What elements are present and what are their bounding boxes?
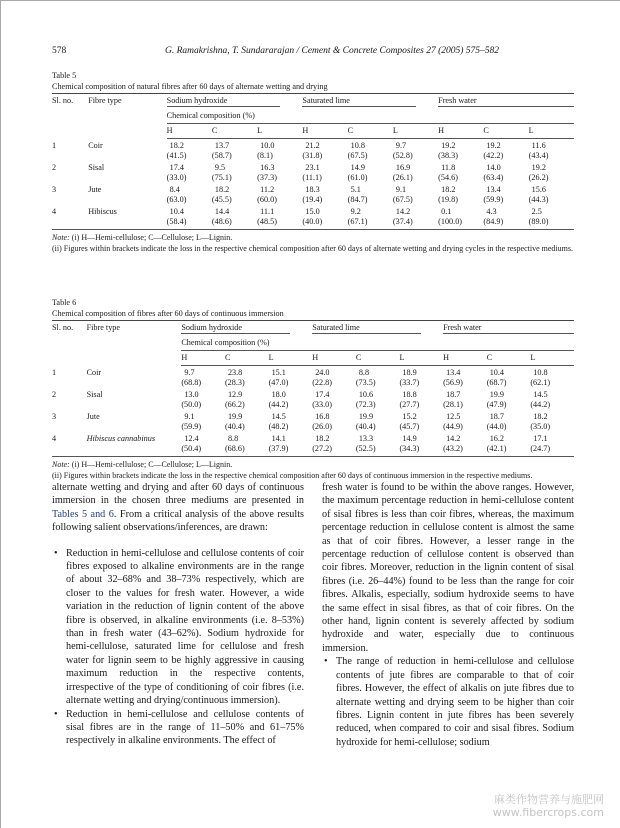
value-cell: 9.2	[350, 207, 361, 216]
loss-cell: (22.8)	[312, 378, 332, 387]
table-body	[52, 139, 574, 230]
body-column-right	[322, 481, 574, 749]
bullet-icon: •	[324, 656, 328, 668]
component-header: L	[530, 351, 574, 366]
value-cell: 9.7	[395, 141, 407, 150]
value-cell: 19.2	[441, 141, 456, 150]
intro-text: . From a critical analysis of the above results following salient observations/inferences, are drawn:	[52, 508, 304, 534]
loss-cell: (33.0)	[312, 400, 332, 409]
loss-cell: (42.1)	[487, 444, 531, 457]
fibre-type-cell: Sisal	[88, 163, 105, 172]
loss-cell: (27.7)	[399, 400, 420, 409]
value-cell: 19.2	[486, 141, 501, 150]
value-cell: 19.9	[227, 412, 243, 421]
component-header: H	[167, 124, 212, 139]
value-cell: 10.4	[169, 207, 184, 216]
value-cell: 18.0	[271, 390, 286, 399]
value-cell: 17.1	[533, 434, 548, 443]
empty-cell	[88, 195, 166, 205]
sl-no-cell: 3	[52, 412, 57, 421]
loss-cell: (75.1)	[211, 173, 232, 182]
subheader-chemical-composition: Chemical composition (%)	[181, 336, 574, 351]
watermark-site-name: 麻类作物营养与施肥网	[494, 793, 604, 806]
loss-cell: (27.2)	[312, 444, 356, 457]
value-cell: 19.9	[358, 412, 374, 421]
value-cell: 18.8	[402, 390, 417, 399]
value-cell: 13.0	[184, 390, 199, 399]
page-number: 578	[52, 46, 67, 56]
component-header: L	[529, 124, 574, 139]
fibre-type-cell: Jute	[86, 412, 100, 421]
loss-cell: (68.8)	[181, 378, 202, 387]
observation-text: Reduction in hemi-cellulose and cellulose contents of coir fibres exposed to alkaline environments are in the range of about 32–68% and 38–73% respectively, which are closer to the values for fresh water. However, a wide variation in the reduction of lignin content of the above fibre is observed, in alkaline environments (i.e. 8–53%) than in fresh water (43–62%). Sodium hydroxide for hemi-cellulose, saturated lime for cellulose and fresh water for lignin seem to be highly aggressive in causing maximum reduction in the respective contents, irrespective of the type of conditioning of coir fibres (i.e. alternate wetting and drying/continuous immersion).	[66, 547, 304, 707]
empty-cell	[52, 400, 87, 410]
loss-cell: (61.0)	[347, 173, 368, 182]
table-row	[52, 410, 574, 422]
table-row-loss	[52, 195, 574, 205]
value-cell: 17.4	[169, 163, 184, 172]
component-header: L	[269, 351, 313, 366]
note-label: Note:	[52, 460, 70, 469]
component-header: L	[399, 351, 443, 366]
observation-list	[52, 547, 304, 748]
empty-cell	[52, 444, 87, 457]
empty-cell	[87, 378, 182, 388]
value-cell: 14.2	[446, 434, 461, 443]
loss-cell: (89.0)	[529, 217, 574, 230]
observation-text: Reduction in hemi-cellulose and cellulose contents of sisal fibres are in the range of 11–50% and 61–75% respectively in alkaline environments. The effect of	[66, 708, 304, 747]
note-ii: (ii) Figures within brackets indicate the loss in the respective chemical composition after 60 days of continuous immersion in the respective mediums.	[52, 470, 533, 480]
value-cell: 11.6	[531, 141, 546, 150]
loss-cell: (43.4)	[528, 151, 549, 160]
medium-header: Saturated lime	[302, 96, 416, 107]
data-table	[52, 321, 574, 457]
page-border-top	[0, 0, 620, 1]
watermark-url: www.fibercrops.com	[492, 806, 604, 819]
loss-cell: (28.1)	[443, 400, 463, 409]
loss-cell: (40.0)	[302, 217, 347, 230]
value-cell: 8.8	[358, 368, 370, 377]
component-header: H	[302, 124, 347, 139]
empty-cell	[88, 217, 166, 230]
sl-no-cell: 2	[52, 390, 57, 399]
loss-cell: (100.0)	[438, 217, 483, 230]
medium-header: Fresh water	[443, 323, 574, 334]
loss-cell: (67.5)	[392, 195, 413, 204]
value-cell: 9.1	[395, 185, 407, 194]
intro-text: alternate wetting and drying and after 60 days of continuous immersion in the chosen three mediums are presented in	[52, 482, 304, 507]
loss-cell: (54.6)	[438, 173, 458, 182]
loss-cell: (62.1)	[530, 378, 551, 387]
table-row	[52, 366, 574, 379]
empty-cell	[52, 422, 87, 432]
loss-cell: (45.5)	[211, 195, 232, 204]
journal-citation: G. Ramakrishna, T. Sundararajan / Cement & Concrete Composites 27 (2005) 575–582	[164, 46, 500, 56]
loss-cell: (58.7)	[211, 151, 232, 160]
sl-no-cell: 4	[52, 434, 57, 443]
loss-cell: (50.4)	[181, 444, 225, 457]
loss-cell: (43.2)	[443, 444, 487, 457]
loss-cell: (59.9)	[181, 422, 202, 431]
value-cell: 17.4	[315, 390, 330, 399]
sl-no-cell: 3	[52, 185, 57, 194]
loss-cell: (48.2)	[268, 422, 289, 431]
loss-cell: (66.2)	[224, 400, 245, 409]
note-ii: (ii) Figures within brackets indicate the loss in the respective chemical composition after 60 days of alternate wetting and drying cycles in the respective mediums.	[52, 243, 573, 253]
observation-list	[322, 655, 574, 749]
empty-cell	[87, 400, 182, 410]
value-cell: 2.5	[531, 207, 542, 216]
value-cell: 11.1	[260, 207, 275, 216]
table-row	[52, 388, 574, 400]
table-row	[52, 432, 574, 444]
loss-cell: (47.0)	[268, 378, 289, 387]
loss-cell: (37.4)	[393, 217, 438, 230]
empty-cell	[52, 151, 88, 161]
loss-cell: (44.9)	[443, 422, 463, 431]
loss-cell: (35.0)	[530, 422, 551, 431]
watermark	[493, 793, 604, 819]
sl-no-cell: 4	[52, 207, 57, 216]
value-cell: 23.8	[227, 368, 243, 377]
observation-item-sisal	[52, 708, 304, 748]
sl-no-cell: 2	[52, 163, 57, 172]
observation-item-jute	[322, 655, 574, 749]
value-cell: 13.4	[446, 368, 461, 377]
empty-cell	[88, 173, 166, 183]
table-row	[52, 205, 574, 217]
value-cell: 19.9	[489, 390, 505, 399]
value-cell: 9.1	[184, 412, 195, 421]
loss-cell: (40.4)	[224, 422, 245, 431]
medium-header: Sodium hydroxide	[167, 96, 281, 107]
medium-header: Fresh water	[438, 96, 574, 107]
body-column-left	[52, 481, 304, 748]
sl-no-cell: 1	[52, 140, 57, 150]
component-header: C	[356, 351, 400, 366]
loss-cell: (26.0)	[312, 422, 332, 431]
table-row-loss	[52, 422, 574, 432]
fibre-type-cell: Sisal	[86, 390, 103, 399]
loss-cell: (44.2)	[530, 400, 551, 409]
value-cell: 18.3	[305, 185, 320, 194]
table-row	[52, 139, 574, 152]
value-cell: 16.2	[489, 434, 505, 443]
note-i: (i) H—Hemi-cellulose; C—Cellulose; L—Lignin.	[69, 460, 233, 469]
value-cell: 24.0	[315, 368, 330, 377]
loss-cell: (33.7)	[399, 378, 420, 387]
value-cell: 12.5	[446, 412, 461, 421]
empty-cell	[52, 195, 88, 205]
loss-cell: (33.0)	[166, 173, 187, 182]
note-label: Note:	[52, 233, 70, 242]
loss-cell: (26.2)	[528, 173, 549, 182]
value-cell: 10.4	[489, 368, 505, 377]
loss-cell: (28.3)	[224, 378, 245, 387]
loss-cell: (68.6)	[225, 444, 269, 457]
value-cell: 11.8	[441, 163, 456, 172]
loss-cell: (60.0)	[257, 195, 277, 204]
component-header: L	[393, 124, 438, 139]
component-header: L	[257, 124, 302, 139]
value-cell: 10.6	[358, 390, 374, 399]
value-cell: 14.9	[402, 434, 417, 443]
value-cell: 9.7	[184, 368, 195, 377]
value-cell: 18.2	[533, 412, 548, 421]
loss-cell: (37.9)	[269, 444, 313, 457]
value-cell: 8.4	[169, 185, 180, 194]
value-cell: 13.4	[486, 185, 501, 194]
col-header-fibre-type: Fibre type	[86, 323, 121, 332]
note-i: (i) H—Hemi-cellulose; C—Cellulose; L—Lignin.	[69, 233, 233, 242]
value-cell: 15.2	[402, 412, 417, 421]
loss-cell: (48.5)	[257, 217, 302, 230]
value-cell: 14.5	[533, 390, 548, 399]
fibre-type-cell: Hibiscus cannabinus	[86, 434, 156, 443]
col-header-sl-no: Sl. no.	[52, 323, 74, 332]
value-cell: 18.2	[441, 185, 456, 194]
loss-cell: (11.1)	[302, 173, 322, 182]
table-5	[52, 70, 574, 254]
component-header: C	[483, 124, 528, 139]
value-cell: 12.4	[184, 434, 199, 443]
value-cell: 23.1	[305, 163, 320, 172]
value-cell: 14.9	[350, 163, 365, 172]
loss-cell: (44.2)	[268, 400, 289, 409]
value-cell: 14.2	[395, 207, 411, 216]
table-body	[52, 366, 574, 457]
medium-header: Saturated lime	[312, 323, 421, 334]
fibre-type-cell: Hibiscus	[88, 207, 117, 216]
intro-paragraph	[52, 481, 304, 535]
component-header: C	[212, 124, 257, 139]
loss-cell: (59.9)	[483, 195, 504, 204]
loss-cell: (42.2)	[483, 151, 504, 160]
table-row-loss	[52, 151, 574, 161]
empty-cell	[52, 217, 88, 230]
loss-cell: (44.3)	[528, 195, 549, 204]
component-header: C	[487, 351, 531, 366]
table-caption: Chemical composition of fibres after 60 days of continuous immersion	[52, 308, 574, 321]
component-header: C	[348, 124, 393, 139]
page-border-left	[0, 0, 1, 828]
value-cell: 21.2	[305, 141, 320, 150]
loss-cell: (84.9)	[483, 217, 528, 230]
table-note	[52, 460, 574, 481]
value-cell: 0.1	[441, 207, 452, 216]
loss-cell: (34.3)	[399, 444, 443, 457]
table-caption: Chemical composition of natural fibres after 60 days of alternate wetting and drying	[52, 81, 574, 94]
loss-cell: (19.8)	[438, 195, 458, 204]
value-cell: 10.0	[260, 141, 275, 150]
value-cell: 16.3	[260, 163, 275, 172]
loss-cell: (48.6)	[212, 217, 257, 230]
component-header: H	[438, 124, 483, 139]
empty-cell	[87, 422, 182, 432]
loss-cell: (84.7)	[347, 195, 368, 204]
fibre-type-cell: Jute	[88, 185, 102, 194]
value-cell: 15.1	[271, 368, 286, 377]
component-header: H	[181, 351, 225, 366]
sl-no-cell: 1	[52, 367, 57, 377]
component-header: H	[312, 351, 356, 366]
loss-cell: (73.5)	[355, 378, 376, 387]
loss-cell: (63.0)	[166, 195, 187, 204]
value-cell: 18.2	[315, 434, 330, 443]
table-row-loss	[52, 173, 574, 183]
loss-cell: (19.4)	[302, 195, 323, 204]
value-cell: 18.2	[169, 141, 184, 150]
loss-cell: (58.4)	[167, 217, 212, 230]
loss-cell: (56.9)	[443, 378, 463, 387]
observation-item-coir	[52, 547, 304, 708]
value-cell: 19.2	[531, 163, 546, 172]
empty-cell	[52, 173, 88, 183]
loss-cell: (24.7)	[530, 444, 574, 457]
empty-cell	[52, 378, 87, 388]
fibre-type-cell: Coir	[86, 367, 102, 377]
value-cell: 14.4	[214, 207, 230, 216]
loss-cell: (31.8)	[302, 151, 323, 160]
value-cell: 5.1	[350, 185, 361, 194]
component-header: C	[225, 351, 269, 366]
loss-cell: (67.1)	[348, 217, 393, 230]
value-cell: 14.0	[486, 163, 501, 172]
medium-header: Sodium hydroxide	[181, 323, 290, 334]
loss-cell: (63.4)	[483, 173, 504, 182]
value-cell: 10.8	[533, 368, 548, 377]
observation-text: The range of reduction in hemi-cellulose and cellulose contents of jute fibres are comparable to that of coir fibres. However, the effect of alkalis on jute fibres due to alternate wetting and drying seem to be higher than coir fibres. Lignin content in jute fibres has been severely reduced, when compared to coir and sisal fibres. Sodium hydroxide for hemi-cellulose; sodium	[336, 656, 574, 748]
empty-cell	[88, 151, 166, 161]
value-cell: 14.1	[271, 434, 286, 443]
loss-cell: (37.3)	[257, 173, 277, 182]
loss-cell: (52.5)	[356, 444, 400, 457]
observation-text-continued: fresh water is found to be within the above ranges. However, the maximum percentage reduction in hemi-cellulose content of sisal fibres is less than coir fibres, whereas, the maximum percentage reduction in cellulose content is almost the same as that of coir fibres. However, a lesser range in the percentage reduction of cellulose content is observed than coir fibres. Moreover, reduction in the lignin content of sisal fibres (i.e. 26–44%) found to be less than the range for coir fibres. Alkalis, especially, sodium hydroxide seems to have the same effect in sisal fibres, as that of coir fibres. On the other hand, lignin content is severely affected by sodium hydroxide and water, especially due to continuous immersion.	[322, 482, 574, 654]
value-cell: 18.2	[214, 185, 230, 194]
loss-cell: (38.3)	[438, 151, 458, 160]
table-row-loss	[52, 217, 574, 230]
value-cell: 4.3	[486, 207, 497, 216]
table-row	[52, 183, 574, 195]
table-note	[52, 233, 574, 254]
loss-cell: (50.0)	[181, 400, 202, 409]
loss-cell: (72.3)	[355, 400, 376, 409]
value-cell: 18.7	[446, 390, 461, 399]
empty-cell	[87, 444, 182, 457]
table-label: Table 5	[52, 71, 77, 80]
subheader-chemical-composition: Chemical composition (%)	[167, 109, 574, 124]
value-cell: 9.5	[214, 163, 226, 172]
loss-cell: (68.7)	[486, 378, 507, 387]
table-6	[52, 297, 574, 481]
value-cell: 10.8	[350, 141, 365, 150]
value-cell: 15.6	[531, 185, 546, 194]
value-cell: 13.3	[358, 434, 374, 443]
loss-cell: (44.0)	[486, 422, 507, 431]
value-cell: 14.5	[271, 412, 286, 421]
bullet-icon: •	[54, 547, 58, 559]
col-header-fibre-type: Fibre type	[88, 96, 122, 105]
table-row	[52, 161, 574, 173]
value-cell: 13.7	[214, 141, 230, 150]
value-cell: 16.8	[315, 412, 330, 421]
table-label: Table 6	[52, 298, 77, 307]
loss-cell: (47.9)	[486, 400, 507, 409]
value-cell: 15.0	[305, 207, 320, 216]
value-cell: 8.8	[227, 434, 239, 443]
loss-cell: (45.7)	[399, 422, 420, 431]
table-row-loss	[52, 444, 574, 457]
fibre-type-cell: Coir	[88, 140, 103, 150]
value-cell: 12.9	[227, 390, 243, 399]
loss-cell: (8.1)	[257, 151, 273, 160]
loss-cell: (67.5)	[347, 151, 368, 160]
loss-cell: (41.5)	[166, 151, 187, 160]
loss-cell: (26.1)	[392, 173, 413, 182]
table-row-loss	[52, 400, 574, 410]
value-cell: 11.2	[260, 185, 275, 194]
col-header-sl-no: Sl. no.	[52, 96, 74, 105]
bullet-icon: •	[54, 708, 58, 720]
data-table	[52, 94, 574, 230]
loss-cell: (40.4)	[355, 422, 376, 431]
value-cell: 18.7	[489, 412, 505, 421]
tables-link[interactable]: Tables 5 and 6	[52, 508, 114, 520]
value-cell: 18.9	[402, 368, 417, 377]
component-header: H	[443, 351, 487, 366]
table-row-loss	[52, 378, 574, 388]
value-cell: 16.9	[395, 163, 411, 172]
loss-cell: (52.8)	[392, 151, 413, 160]
